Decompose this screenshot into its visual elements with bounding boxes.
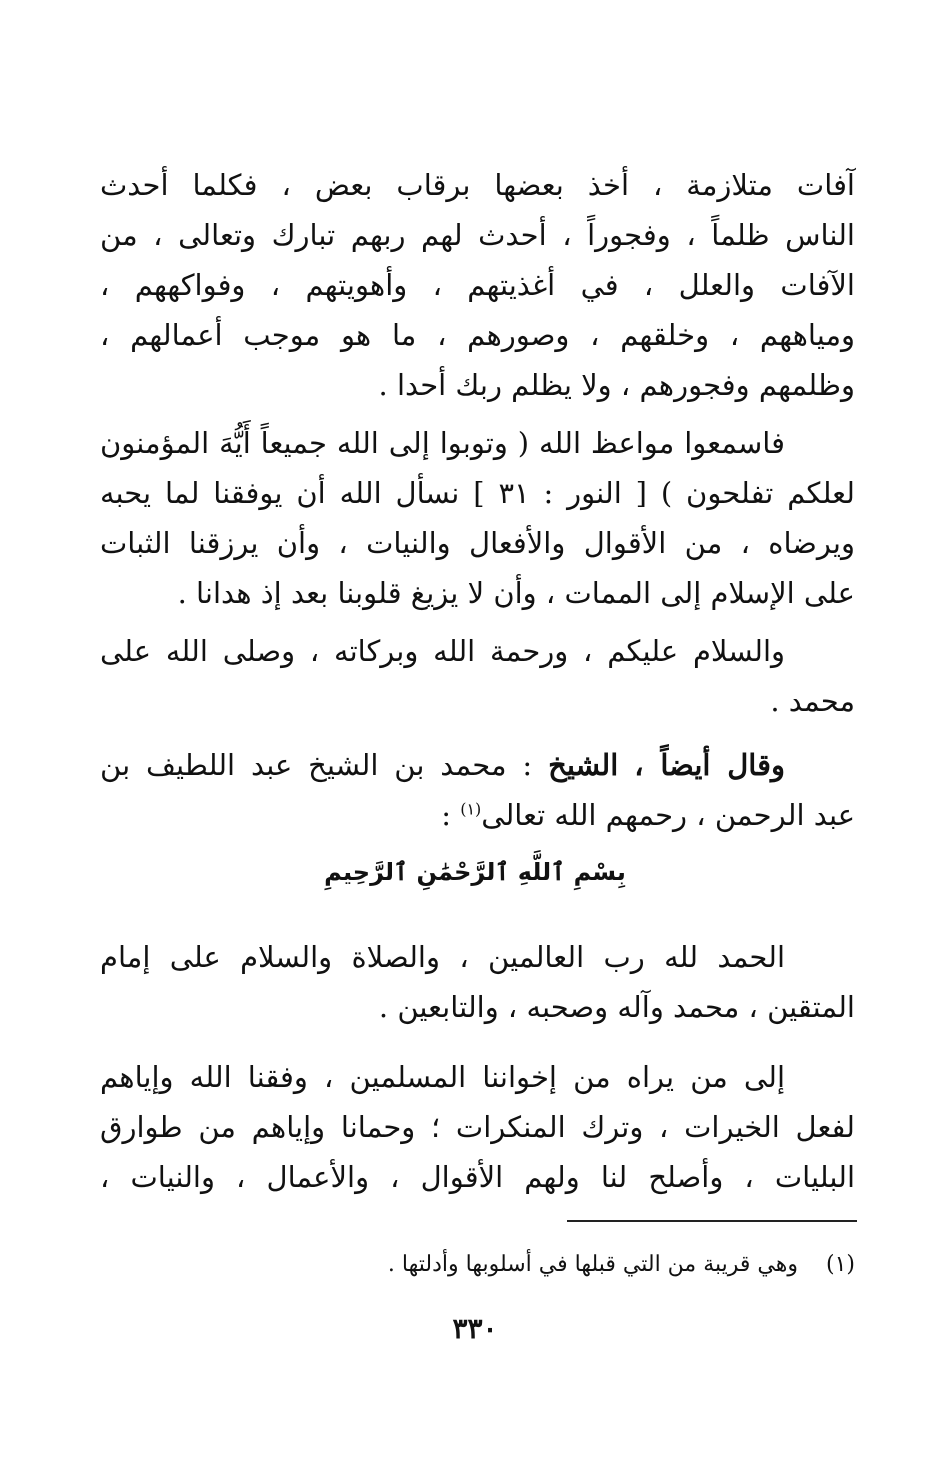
footnote-text: وهي قريبة من التي قبلها في أسلوبها وأدلتها . xyxy=(387,1252,798,1277)
paragraph-4 xyxy=(100,740,855,840)
text-line: لعلكم تفلحون ) [ النور : ٣١ ] نسأل الله أن يوفقنا لما يحبه xyxy=(100,476,855,510)
text-line: ومياههم ، وخلقهم ، وصورهم ، ما هو موجب أعمالهم ، xyxy=(100,318,855,352)
footnote-marker: (١) xyxy=(825,1252,855,1277)
paragraph-3 xyxy=(100,626,855,726)
page-number: ٣٣٠ xyxy=(452,1312,498,1345)
text-line: المتقين ، محمد وآله وصحبه ، والتابعين . xyxy=(378,990,855,1024)
text-line: الناس ظلماً ، وفجوراً ، أحدث لهم ربهم تبارك وتعالى ، من xyxy=(100,218,855,252)
text-line xyxy=(100,790,855,840)
text-line: محمد . xyxy=(770,684,855,718)
bold-lead: وقال أيضاً ، xyxy=(634,748,785,782)
text-line: لفعل الخيرات ، وترك المنكرات ؛ وحمانا وإياهم من طوارق xyxy=(100,1110,855,1144)
paragraph-1 xyxy=(100,160,855,410)
footnote xyxy=(100,1248,855,1282)
line-text: عبد الرحمن ، رحمهم الله تعالى xyxy=(481,798,855,832)
text-line: إلى من يراه من إخواننا المسلمين ، وفقنا الله وإياهم xyxy=(100,1060,785,1094)
text-line: ويرضاه ، من الأقوال والأفعال والنيات ، وأن يرزقنا الثبات xyxy=(100,526,855,560)
text-line: البليات ، وأصلح لنا ولهم الأقوال ، والأعمال ، والنيات ، xyxy=(100,1160,855,1194)
paragraph-2 xyxy=(100,418,855,618)
text-line: على الإسلام إلى الممات ، وأن لا يزيغ قلوبنا بعد إذ هدانا . xyxy=(177,576,855,610)
line-text: : xyxy=(441,798,461,832)
text-line: وظلمهم وفجورهم ، ولا يظلم ربك أحدا . xyxy=(378,368,855,402)
bold-lead: الشيخ xyxy=(548,748,619,782)
line-text: : محمد بن الشيخ عبد اللطيف بن xyxy=(100,748,533,782)
text-line: فاسمعوا مواعظ الله ( وتوبوا إلى الله جميعاً أَيُّهَ المؤمنون xyxy=(100,426,785,460)
footnote-separator xyxy=(567,1220,857,1222)
footnote-reference: (١) xyxy=(460,799,482,819)
text-line: والسلام عليكم ، ورحمة الله وبركاته ، وصلى الله على xyxy=(100,634,785,668)
text-line: الحمد لله رب العالمين ، والصلاة والسلام على إمام xyxy=(100,940,785,974)
paragraph-6 xyxy=(100,1052,855,1202)
text-line: آفات متلازمة ، أخذ بعضها برقاب بعض ، فكلما أحدث xyxy=(100,168,855,202)
text-line: الآفات والعلل ، في أغذيتهم ، وأهويتهم ، وفواكههم ، xyxy=(100,268,855,302)
text-line xyxy=(100,740,855,790)
basmala: بِسْمِ ٱللَّهِ ٱلرَّحْمَٰنِ ٱلرَّحِيمِ xyxy=(324,858,626,886)
paragraph-5 xyxy=(100,932,855,1032)
